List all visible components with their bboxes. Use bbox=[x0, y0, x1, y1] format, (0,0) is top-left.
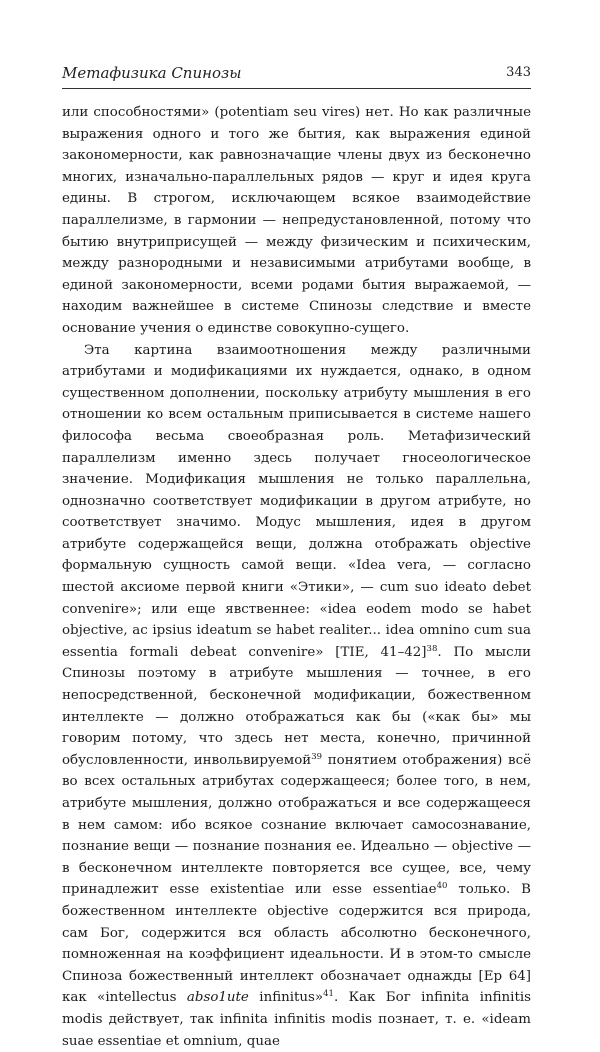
page-header bbox=[62, 64, 531, 89]
paragraph-2-part-2: . По мысли Спинозы поэтому в атрибуте мышления — точнее, в его непосредственной, бесконечной модификации, божественном интеллекте — должно отображаться как бы («как бы» мы говорим потому, что здесь нет места, конечно, причинной обусловленности, инвольвируемой bbox=[62, 644, 532, 768]
body-text bbox=[62, 102, 531, 1052]
footnote-ref-38: 38 bbox=[426, 643, 438, 654]
paragraph-2-part-4: только. В божественном интеллекте objective содержится вся природа, сам Бог, содержится вся область абсолютно бесконечного, помноженная на коэффициент идеальности. И в этом-то смысле Спиноза божественный интеллект обозначает однажды [Ep 64] как «intellectus bbox=[62, 882, 532, 1006]
paragraph-2-part-3: понятием отображения) всё во всех остальных атрибутах содержащееся; более того, в нем, атрибуте мышления, должно отображаться и все содержащееся в нем самом: ибо всякое сознание включает самосознавание, познание вещи — познание познания ее. Идеально — objective — в бесконечном интеллекте повторяется все сущее, все, чему принадлежит esse existentiae или esse essentiae bbox=[62, 752, 531, 898]
paragraph-2-part-5: infinitus» bbox=[248, 990, 324, 1006]
running-title: Метафизика Спинозы bbox=[62, 64, 242, 82]
footnote-ref-39: 39 bbox=[311, 751, 323, 762]
paragraph-2 bbox=[62, 340, 531, 1052]
paragraph-2-part-6: . Как Бог infinita infinitis modis действует, так infinita infinitis modis познает, т. е. «ideam suae essentiae et omnium, quae bbox=[62, 990, 531, 1049]
footnote-ref-41: 41 bbox=[323, 989, 334, 1000]
paragraph-1: или способностями» (potentiam seu vires) нет. Но как различные выражения одного и того же бытия, как выражения единой закономерности, как равнозначащие члены двух из бесконечно многих, изначально-параллельных рядов — круг и идея круга едины. В строгом, исключающем всякое взаимодействие параллелизме, в гармонии — непредустановленной, потому что бытию внутриприсущей — между физическим и психическим, между разнородными и независимыми атрибутами вообще, в единой закономерности, всеми родами бытия выражаемой, — находим важнейшее в системе Спинозы следствие и вместе основание учения о единстве совокупно-сущего. bbox=[62, 105, 531, 336]
italic-word: abso1ute bbox=[186, 990, 249, 1006]
footnote-ref-40: 40 bbox=[436, 881, 448, 892]
paragraph-2-part-1: Эта картина взаимоотношения между различными атрибутами и модификациями их нуждается, однако, в одном существенном дополнении, поскольку атрибуту мышления в его отношении ко всем остальным приписывается в системе нашего философа весьма своеобразная роль. Метафизический параллелизм именно здесь получает гносеологическое значение. Модификация мышления не только параллельна, однозначно соответствует модификации в другом атрибуте, но соответствует значимо. Модус мышления, идея в другом атрибуте содержащейся вещи, должна отображать objective формальную сущность самой вещи. «Idea vera, — согласно шестой аксиоме первой книги «Этики», — cum suo ideato debet convenire»; или еще явственнее: «idea eodem modo se habet objective, ac ipsius ideatum se habet realiter... idea omnino cum sua essentia formali debeat convenire» [TIE, 41–42] bbox=[62, 342, 531, 660]
page-number: 343 bbox=[506, 65, 531, 80]
